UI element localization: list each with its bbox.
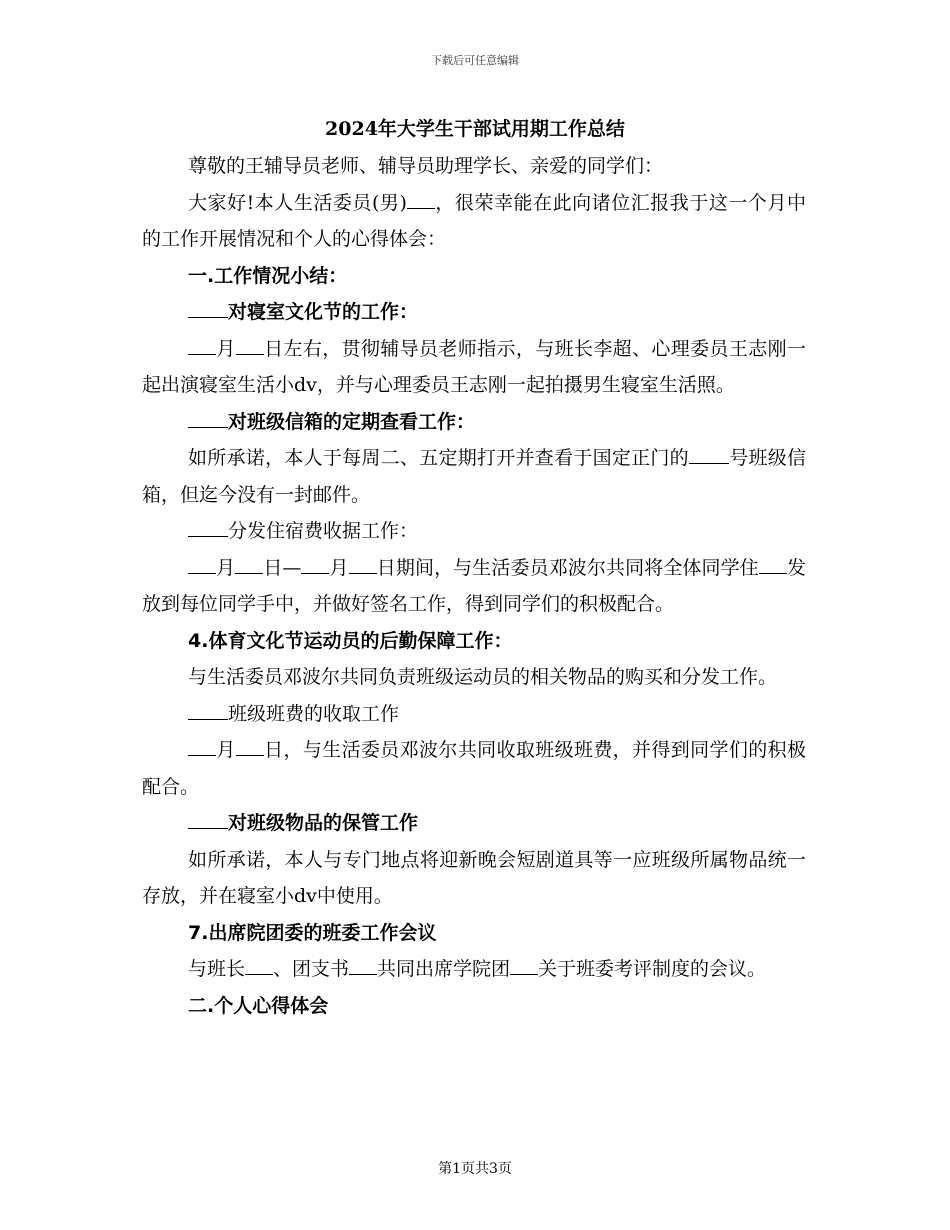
item-3-text-d: 日期间，与生活委员邓波尔共同将全体同学住: [376, 556, 759, 579]
item-7-text-b: 、团支书: [273, 958, 350, 980]
item-5-paragraph: [142, 732, 806, 805]
document-title: 2024年大学生干部试用期工作总结: [325, 118, 625, 140]
blank-underline: [188, 810, 228, 829]
item-5-text-a: 月: [216, 739, 236, 761]
item-7-paragraph: [142, 951, 806, 988]
item-2-text-a: 如所承诺，本人于每周二、五定期打开并查看于国定正门的: [188, 447, 689, 469]
item-3-title: 分发住宿费收据工作：: [228, 520, 419, 542]
document-body: [142, 148, 806, 1024]
item-5-text-b: 日，与生活委员邓波尔共同收取班级班费，并得到同学们的积极配合。: [142, 739, 806, 798]
item-2-heading: [142, 404, 806, 441]
item-7-text-a: 与班长: [188, 958, 246, 980]
item-5-title: 班级班费的收取工作: [228, 702, 400, 725]
blank-underline: [188, 518, 228, 537]
item-4-heading: 4.体育文化节运动员的后勤保障工作：: [188, 629, 513, 652]
item-3-text-b: 日—: [263, 556, 302, 579]
item-3-paragraph: [142, 550, 806, 623]
header-note: 下载后可任意编辑: [431, 54, 519, 67]
blank-underline: [349, 555, 377, 574]
blank-underline: [407, 190, 435, 209]
blank-underline: [245, 956, 273, 975]
item-1-title: 对寝室文化节的工作：: [228, 301, 419, 323]
item-5-heading: [142, 696, 806, 733]
blank-underline: [188, 336, 216, 355]
item-7-text-c: 共同出席学院团: [377, 958, 511, 980]
item-3-text-c: 月: [329, 556, 349, 579]
blank-underline: [188, 555, 216, 574]
item-2-paragraph: [142, 440, 806, 513]
item-3-heading: [142, 513, 806, 550]
item-7-heading: 7.出席院团委的班委工作会议: [188, 921, 437, 944]
blank-underline: [349, 956, 377, 975]
intro-text-a: 大家好!本人生活委员(男): [188, 191, 407, 214]
section-heading-1: 一.工作情况小结：: [188, 264, 348, 287]
blank-underline: [510, 956, 538, 975]
blank-underline: [689, 445, 729, 464]
blank-underline: [236, 336, 264, 355]
item-3-text-a: 月: [216, 556, 236, 579]
item-6-paragraph: 如所承诺，本人与专门地点将迎新晚会短剧道具等一应班级所属物品统一存放，并在寝室小dv中使用。: [142, 848, 806, 907]
item-7-text-d: 关于班委考评制度的会议。: [538, 958, 767, 980]
blank-underline: [188, 299, 228, 318]
item-6-heading: [142, 805, 806, 842]
item-4-paragraph: 与生活委员邓波尔共同负责班级运动员的相关物品的购买和分发工作。: [188, 666, 778, 688]
item-2-text-b: 号班级信箱，但迄今没有一封邮件。: [142, 447, 806, 506]
blank-underline: [301, 555, 329, 574]
blank-underline: [188, 409, 228, 428]
blank-underline: [188, 737, 216, 756]
blank-underline: [236, 737, 264, 756]
item-1-text-b: 日左右，贯彻辅导员老师指示，与班长李超、心理委员王志刚一起出演寝室生活小dv，并与心理委员王志刚一起拍摄男生寝室生活照。: [142, 337, 806, 396]
section-heading-2: 二.个人心得体会: [188, 994, 329, 1017]
blank-underline: [188, 701, 228, 720]
blank-underline: [759, 555, 787, 574]
item-6-title: 对班级物品的保管工作: [228, 812, 419, 834]
blank-underline: [235, 555, 263, 574]
item-1-text-a: 月: [216, 337, 236, 360]
item-2-title: 对班级信箱的定期查看工作：: [228, 410, 476, 433]
intro-text-b: ，很荣幸能在此向诸位汇报我于这一个月中的工作开展情况和个人的心得体会：: [142, 191, 806, 250]
item-1-paragraph: [142, 331, 806, 404]
page-footer: 第1页共3页: [438, 1161, 512, 1177]
item-3-text-e: 发放到每位同学手中，并做好签名工作，得到同学们的积极配合。: [142, 556, 806, 615]
intro-paragraph: [142, 185, 806, 258]
item-1-heading: [142, 294, 806, 331]
greeting: 尊敬的王辅导员老师、辅导员助理学长、亲爱的同学们：: [188, 155, 664, 177]
